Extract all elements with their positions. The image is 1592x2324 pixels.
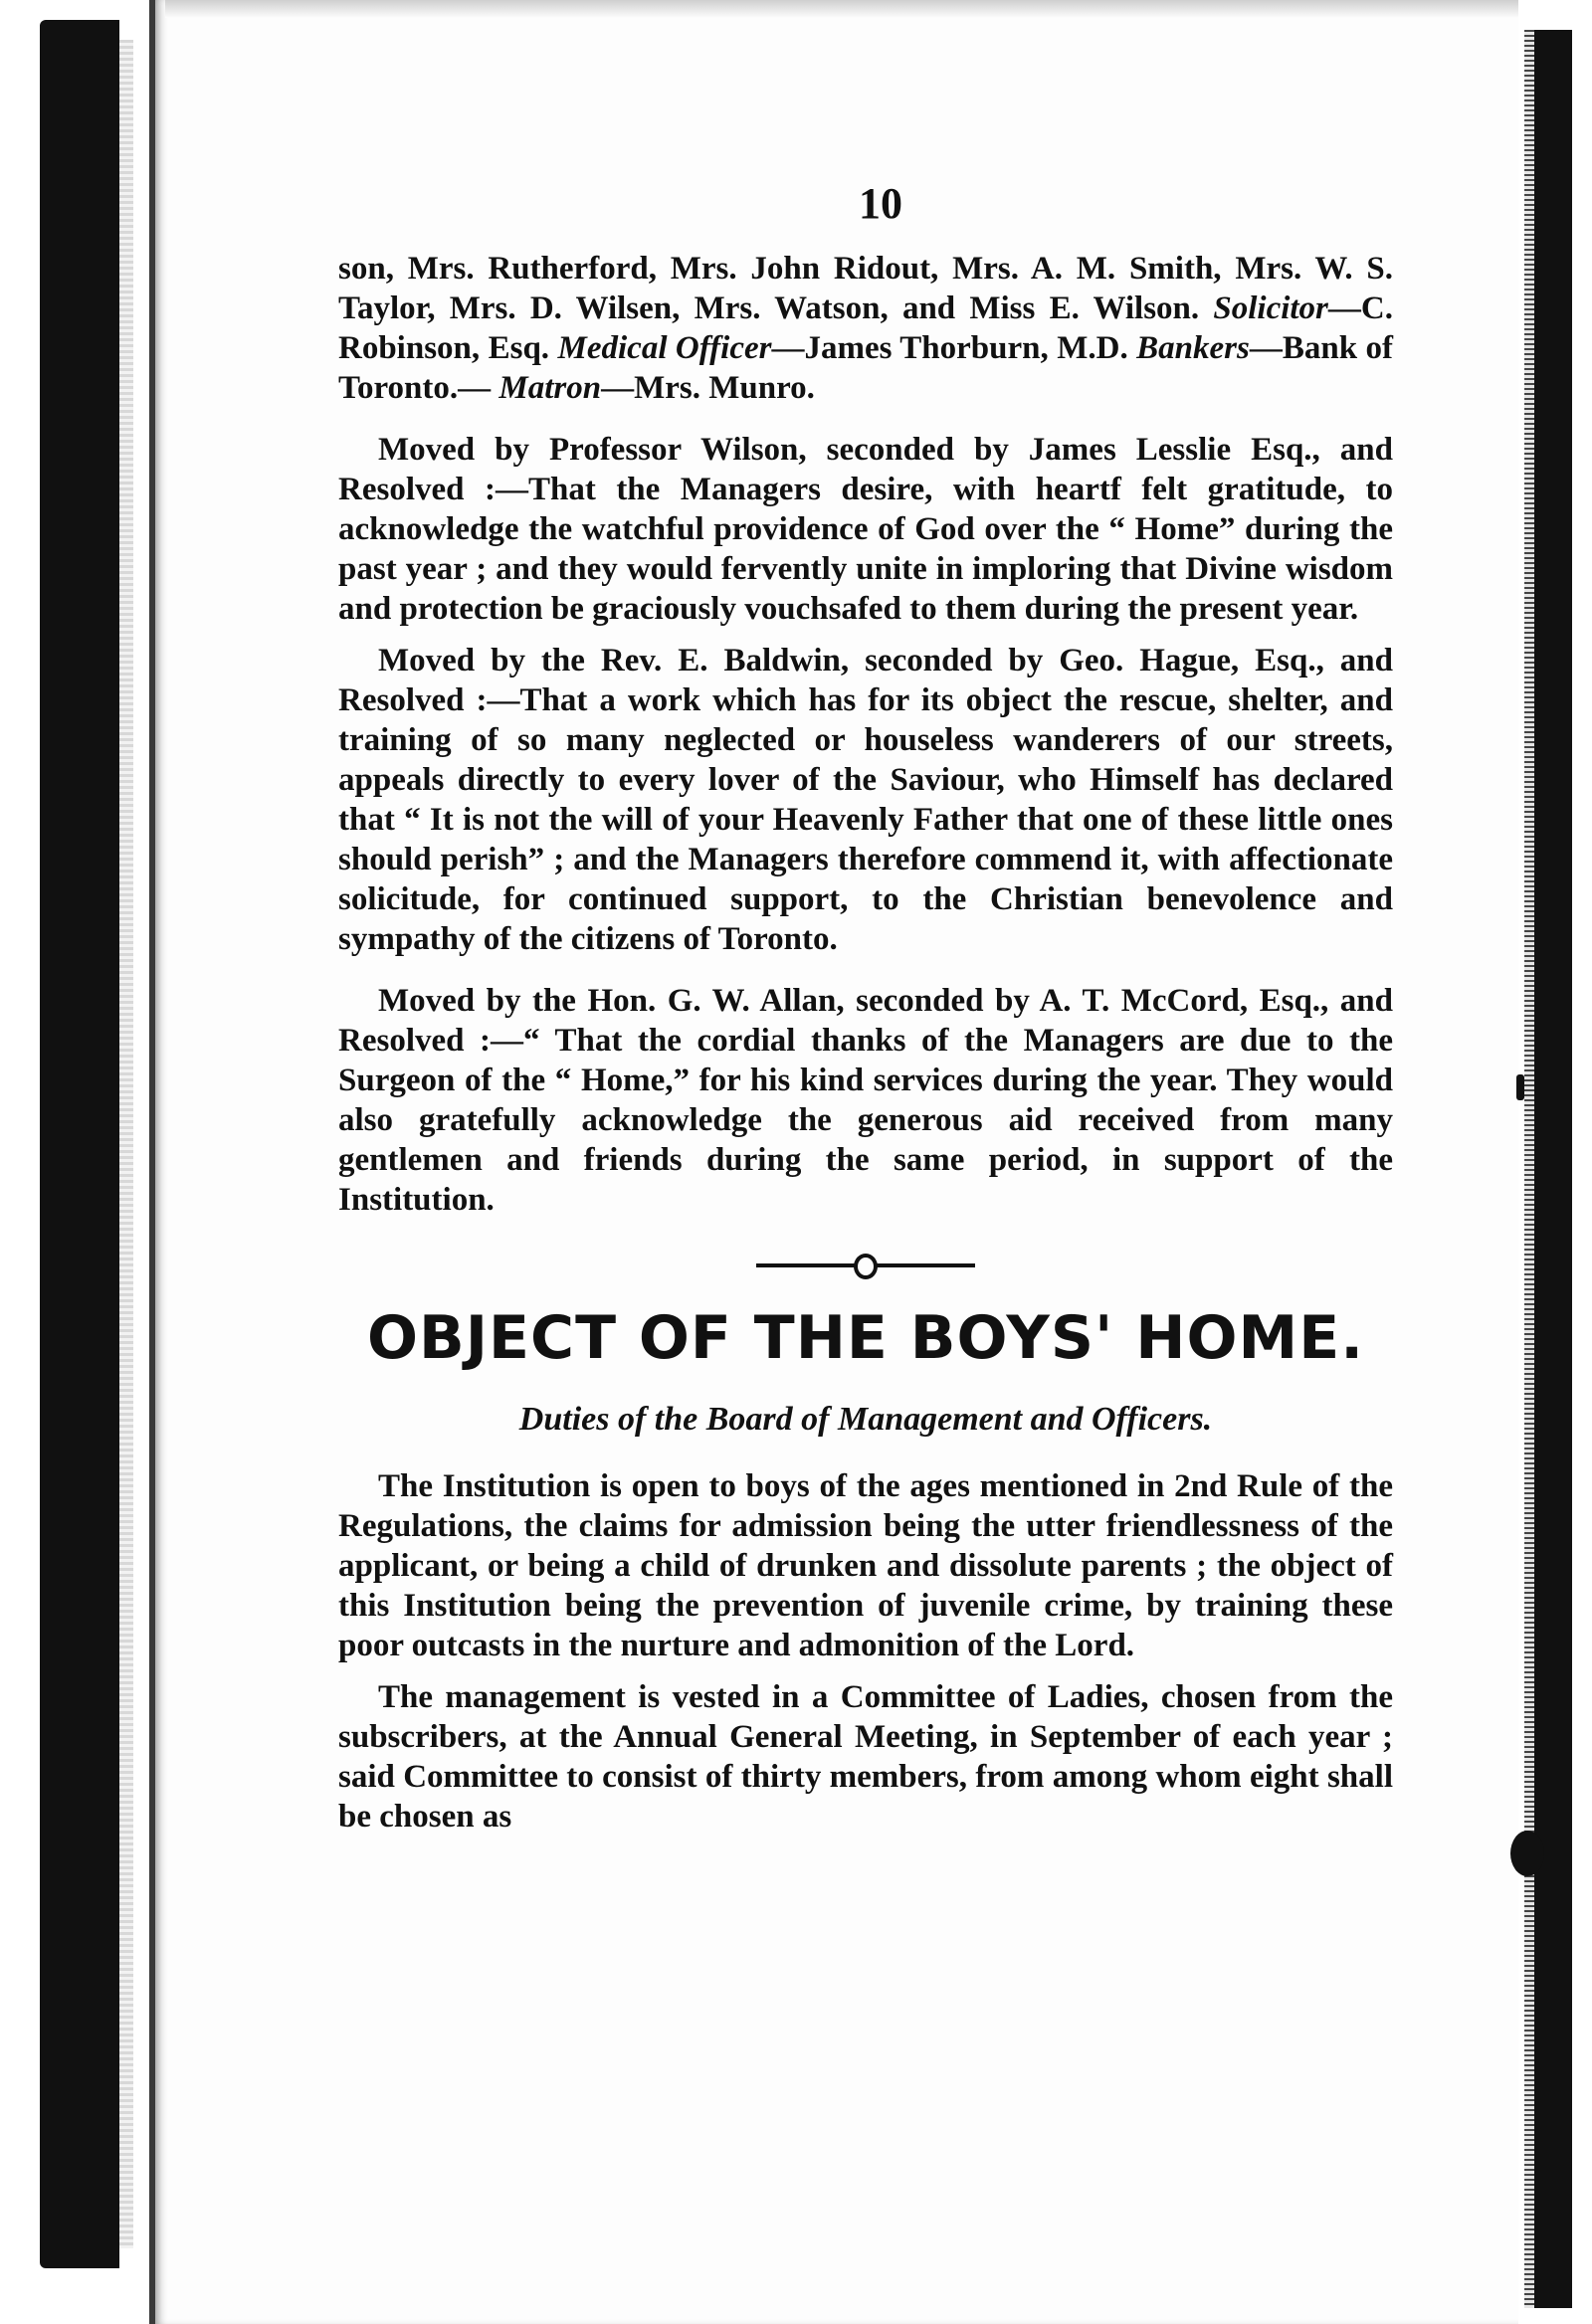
page-number: 10: [859, 179, 902, 228]
body-paragraph: The Institution is open to boys of the ages mentioned in 2nd Rule of the Regulations, the claims for admission being the utter friendlessness of the applicant, or being a child of drunken and dissolute parents ; the object of this Institution being the prevention of juvenile crime, by training these poor outcasts in the nurture and admonition of the Lord.: [338, 1468, 1393, 1663]
book-binding-left: [40, 20, 119, 2268]
section-subtitle: Duties of the Board of Management and Officers.: [518, 1401, 1213, 1438]
officers-continuation: [338, 249, 1393, 408]
ink-tick-mark: [1516, 1074, 1524, 1100]
divider-ornament-icon: [854, 1254, 878, 1279]
resolution-paragraph: Moved by Professor Wilson, seconded by James Lesslie Esq., and Resolved :—That the Managers desire, with heartf felt gratitude, to acknowledge the watchful providence of God over the “ Home” during the past year ; and they would fervently unite in imploring that Divine wisdom and protection be graciously vouchsafed to them during the present year.: [338, 432, 1393, 627]
bankers-value: —Bank of Toronto.—: [338, 330, 1394, 406]
medical-officer-value: —James Thorburn, M.D.: [771, 330, 1128, 366]
matron-label: Matron: [498, 370, 602, 406]
medical-officer-label: Medical Officer: [557, 330, 772, 366]
book-edge-right: [1534, 30, 1572, 2308]
resolution-paragraph: Moved by the Rev. E. Baldwin, seconded by Geo. Hague, Esq., and Resolved :—That a work which has for its object the rescue, shelter, and training of so many neglected or houseless wanderers of our streets, appeals directly to every lover of the Saviour, who Himself has declared that “ It is not the will of your Heavenly Father that one of these little ones should perish” ; and the Managers therefore commend it, with affectionate solicitude, for continued support, to the Christian benevolence and sympathy of the citizens of Toronto.: [338, 643, 1393, 957]
bankers-label: Bankers: [1136, 330, 1250, 366]
ink-blot-mark: [1510, 1831, 1544, 1876]
matron-value: —Mrs. Munro.: [601, 370, 815, 406]
resolution-paragraph: Moved by the Hon. G. W. Allan, seconded by A. T. McCord, Esq., and Resolved :—“ That the cordial thanks of the Managers are due to the Surgeon of the “ Home,” for his kind services during the year. They would also gratefully acknowledge the generous aid received from many gentlemen and friends during the same period, in support of the Institution.: [338, 983, 1393, 1218]
solicitor-value: —C. Robinson, Esq.: [338, 290, 1393, 366]
solicitor-label: Solicitor: [1213, 290, 1328, 326]
page-content: [338, 179, 1393, 1837]
officers-list-text: son, Mrs. Rutherford, Mrs. John Ridout, Mrs. A. M. Smith, Mrs. W. S. Taylor, Mrs. D. Wilsen, Mrs. Watson, and Miss E. Wilson.: [338, 251, 1393, 326]
body-paragraph: The management is vested in a Committee of Ladies, chosen from the subscribers, at the Annual General Meeting, in September of each year ; said Committee to consist of thirty members, from among whom eight shall be chosen as: [338, 1679, 1393, 1835]
section-divider: [756, 1263, 975, 1267]
section-title: OBJECT OF THE BOYS' HOME.: [366, 1303, 1365, 1373]
